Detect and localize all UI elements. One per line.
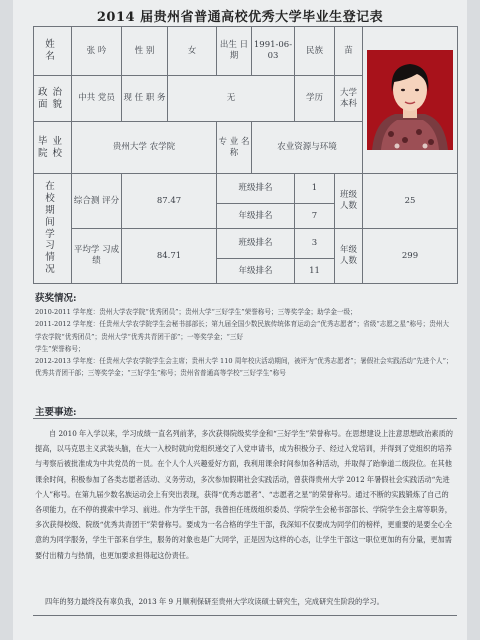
composite-label: 综合测 评分 <box>72 174 122 229</box>
major-value: 农业资源与环境 <box>252 122 363 174</box>
page-title: 2014 届贵州省普通高校优秀大学毕业生登记表 <box>96 10 384 25</box>
political-label: 政治 面貌 <box>34 75 72 122</box>
education-value: 大学 本科 <box>335 75 363 122</box>
education-label: 学历 <box>295 75 335 122</box>
class-size: 25 <box>363 174 458 229</box>
portrait-image <box>367 50 453 150</box>
registration-form-page <box>13 0 467 640</box>
awards-line: 2010-2011 学年度：贵州大学农学院“优秀团员”；贵州大学“三好学生”荣誉称号；三等奖学金；助学金一级； <box>35 308 357 316</box>
study-label: 在 校 期 间 学 习 情 况 <box>34 174 72 284</box>
photo-cell <box>363 27 458 174</box>
position-value: 无 <box>168 75 295 122</box>
composite-grade-rank: 7 <box>295 204 335 229</box>
ethnicity-value: 苗 <box>335 27 363 76</box>
composite-score: 87.47 <box>122 174 217 229</box>
position-label: 现 任 职 务 <box>122 75 168 122</box>
awards-line: 学生”荣誉称号； <box>35 344 85 353</box>
political-value: 中共 党员 <box>72 75 122 122</box>
deeds-heading: 主要事迹: <box>35 407 77 418</box>
gender-label: 性 别 <box>122 27 168 76</box>
gpa-class-rank-label: 班级排名 <box>217 229 295 259</box>
grade-size: 299 <box>363 229 458 284</box>
name-value: 张 吟 <box>72 27 122 76</box>
birth-value: 1991-06-03 <box>252 27 295 76</box>
grade-size-label: 年级人数 <box>335 229 363 284</box>
gpa-label: 平均学 习成绩 <box>72 229 122 284</box>
awards-heading: 获奖情况: <box>35 293 77 304</box>
class-size-label: 班级人数 <box>335 174 363 229</box>
student-info-table <box>33 26 458 284</box>
deeds-closing: 四年的努力最终没有辜负我，2013 年 9 月顺利保研至贵州大学攻读硕士研究生，完成研究生阶段的学习。 <box>45 597 384 606</box>
awards-line: 2012-2013 学年度：任贵州大学农学院学生会主席；贵州大学 110 周年校庆活动期间，被评为“优秀志愿者”；暑假社会实践活动“先进个人”；优秀共青团干部；三等奖学金；“三好学生”称号；贵州省普通高等学校“三好学生”称号 <box>35 357 453 378</box>
name-label: 姓 名 <box>34 27 72 76</box>
major-label: 专 业 名 称 <box>217 122 252 174</box>
school-value: 贵州大学 农学院 <box>72 122 217 174</box>
gpa-value: 84.71 <box>122 229 217 284</box>
gender-value: 女 <box>168 27 217 76</box>
deeds-paragraph: 自 2010 年入学以来，学习成绩一直名列前茅，多次获得院级奖学金和“三好学生”荣誉称号。在思想建设上注意思想政治素质的提高，以马克思主义武装头脑，在大一入校时就向党组织递交了入党申请书，成为积极分子、经过入党培训，并得到了党组织的培养与考察后被批准成为中共党员的一员。在个人个人兴趣爱好方面，我利用课余时间参加各种活动，并取得了跆拳道二级段位。在其他课余时间，积极参加了各类志愿者活动、义务劳动，多次参加假期社会实践活动，曾获得贵州大学 2012 年暑假社会实践活动“先进个人”称号。在第九届少数名族运动会上有突出表现，获得“优秀志愿者”、“志愿者之星”的荣誉称号。通过不断的实践锻炼了自己的各项能力，在不停的摸索中学习、前进。作为学生干部，我曾担任班级组织委员、学院学生会秘书部部长、学院学生会主席等职务，多次获得校级、院级“优秀共青团干”荣誉称号。要成为一名合格的学生干部，我深知不仅要成为同学们的榜样，更重要的是要全心全意的为同学服务，学生干部来自学生，服务的对象也是广大同学，正是因为这样的心态，让学生干部这一职位更加的有分量，更加需要付出精力与热情，也更加要求担得起这份责任。 <box>35 429 453 560</box>
awards-section <box>35 306 455 380</box>
composite-class-rank-label: 班级排名 <box>217 174 295 204</box>
deeds-section <box>35 426 455 563</box>
gpa-grade-rank: 11 <box>295 259 335 284</box>
awards-line: 2011-2012 学年度：任贵州大学农学院学生会秘书部部长；第九届全国少数民族传统体育运动会“优秀志愿者”；省级“志愿之星”称号；贵州大学农学院“优秀团员”；贵州大学“优秀共青团干部”；一等奖学金；“三好 <box>35 320 450 341</box>
gpa-class-rank: 3 <box>295 229 335 259</box>
gpa-grade-rank-label: 年级排名 <box>217 259 295 284</box>
school-label: 毕业 院校 <box>34 122 72 174</box>
composite-class-rank: 1 <box>295 174 335 204</box>
birth-label: 出生 日期 <box>217 27 252 76</box>
portrait-photo <box>367 50 453 150</box>
ethnicity-label: 民族 <box>295 27 335 76</box>
composite-grade-rank-label: 年级排名 <box>217 204 295 229</box>
